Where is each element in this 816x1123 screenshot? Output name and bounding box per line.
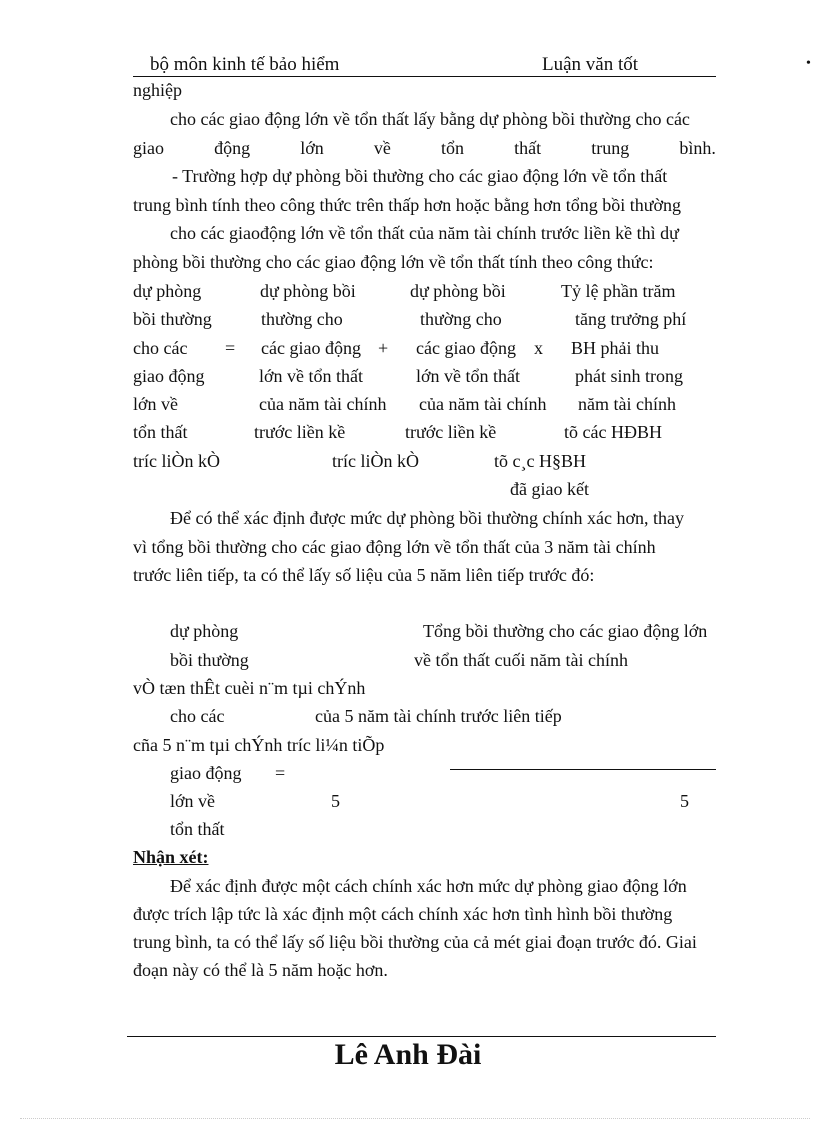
p1-word: thất: [514, 138, 542, 158]
f1-col4-line: BH phải thu: [571, 338, 659, 358]
p1-line3: - Trường hợp dự phòng bồi thường cho các giao động lớn về tổn thất: [172, 166, 668, 186]
f1-col3-line: các giao động: [416, 338, 516, 358]
f1-col3-line: của năm tài chính: [419, 394, 547, 414]
f2-fraction-rule: [450, 769, 716, 770]
f2-denominator-left: 5: [331, 791, 340, 811]
p2-line2: vì tổng bồi thường cho các giao động lớn về tổn thất của 3 năm tài chính: [133, 537, 656, 557]
header-continuation: nghiệp: [133, 80, 182, 100]
header-document-type: Luận văn tốt: [542, 54, 639, 75]
f1-col2-line: của năm tài chính: [259, 394, 387, 414]
f1-col3-line: thường cho: [420, 309, 502, 329]
f1-col2-line: lớn về tổn thất: [259, 366, 364, 386]
f1-col3-line: lớn về tổn thất: [416, 366, 521, 386]
f1-col4-line: Tỷ lệ phần trăm: [561, 281, 676, 301]
margin-mark: •: [806, 56, 811, 71]
f2-left-line: dự phòng: [170, 621, 239, 641]
p2-line3: trước liên tiếp, ta có thể lấy số liệu của 5 năm liên tiếp trước đó:: [133, 565, 595, 585]
remark-heading: Nhận xét:: [133, 847, 209, 867]
f1-col4-line: tõ các HĐBH: [564, 422, 662, 442]
f2-left-line: bồi thường: [170, 650, 249, 670]
f2-numerator-line: Tổng bồi thường cho các giao động lớn: [423, 621, 708, 641]
f2-left-line: giao động: [170, 763, 242, 783]
footer-author-name: Lê Anh Đài: [334, 1038, 482, 1071]
header-course-title: bộ môn kinh tế bảo hiểm: [150, 54, 340, 75]
f1-col1-line: lớn về: [133, 394, 179, 414]
p1-line1: cho các giao động lớn về tổn thất lấy bằng dự phòng bồi thường cho các: [170, 109, 690, 129]
f2-numerator-line: về tổn thất cuối năm tài chính: [414, 650, 628, 670]
f1-col2-line: các giao động: [261, 338, 361, 358]
p1-word: động: [214, 138, 251, 158]
f1-col2-line: trước liền kề: [254, 422, 346, 442]
f2-equals-sign: =: [275, 763, 286, 783]
remark-line4: đoạn này có thể là 5 năm hoặc hơn.: [133, 960, 388, 980]
f1-col3-line: trước liền kề: [405, 422, 497, 442]
f1-col3-line: tríc liÒn kÒ: [332, 451, 419, 471]
remark-line2: được trích lập tức là xác định một cách chính xác hơn tình hình bồi thường: [133, 904, 673, 924]
f1-col1-line: cho các: [133, 338, 188, 358]
remark-line3: trung bình, ta có thể lấy số liệu bồi thường của cả mét giai đoạn trước đó. Giai: [133, 932, 697, 952]
footer-rule: [127, 1036, 716, 1037]
f2-garbled-line: cña 5 n¨m tµi chÝnh tríc li¼n tiÕp: [133, 735, 385, 755]
remark-line1: Để xác định được một cách chính xác hơn mức dự phòng giao động lớn: [170, 876, 687, 896]
f1-col4-line: tăng trưởng phí: [575, 309, 687, 329]
p1-word: trung: [591, 138, 630, 158]
p1-line6: phòng bồi thường cho các giao động lớn về tổn thất tính theo công thức:: [133, 252, 654, 272]
f2-denominator-right: 5: [680, 791, 689, 811]
p1-word: tổn: [441, 138, 465, 158]
p2-line1: Để có thể xác định được mức dự phòng bồi thường chính xác hơn, thay: [170, 508, 684, 528]
f1-col1-line: giao động: [133, 366, 205, 386]
p1-line2: [133, 138, 716, 159]
p1-word: lớn: [300, 138, 324, 158]
f2-left-line: cho các: [170, 706, 225, 726]
f1-col4-line: phát sinh trong: [575, 366, 683, 386]
f1-plus-sign: +: [378, 338, 389, 358]
p1-line5: cho các giaođộng lớn về tổn thất của năm tài chính trước liền kề thì dự: [170, 223, 679, 243]
f2-garbled-line: vÒ tæn thÊt cuèi n¨m tµi chÝnh: [133, 678, 366, 698]
f2-numerator-line: của 5 năm tài chính trước liên tiếp: [315, 706, 562, 726]
f2-left-line: tổn thất: [170, 819, 225, 839]
f1-col4-line: tõ c¸c H§BH: [494, 451, 586, 471]
f1-col1-line: dự phòng: [133, 281, 202, 301]
f1-equals-sign: =: [225, 338, 236, 358]
p1-word: giao: [133, 138, 164, 158]
header-rule: [133, 76, 716, 77]
f1-col2-line: thường cho: [261, 309, 343, 329]
p1-word: bình.: [679, 138, 716, 158]
f1-col3-line: dự phòng bồi: [410, 281, 506, 301]
f1-col4-line: đã giao kết: [510, 479, 589, 499]
f1-col1-line: tổn thất: [133, 422, 188, 442]
f1-col1-line: tríc liÒn kÒ: [133, 451, 220, 471]
p1-line4: trung bình tính theo công thức trên thấp hơn hoặc bằng hơn tổng bồi thường: [133, 195, 681, 215]
f1-col1-line: bồi thường: [133, 309, 212, 329]
f1-times-sign: x: [534, 338, 543, 358]
f2-left-line: lớn về: [170, 791, 216, 811]
page-bottom-border: [20, 1118, 810, 1119]
p1-word: về: [373, 138, 391, 158]
f1-col2-line: dự phòng bồi: [260, 281, 356, 301]
f1-col4-line: năm tài chính: [578, 394, 676, 414]
